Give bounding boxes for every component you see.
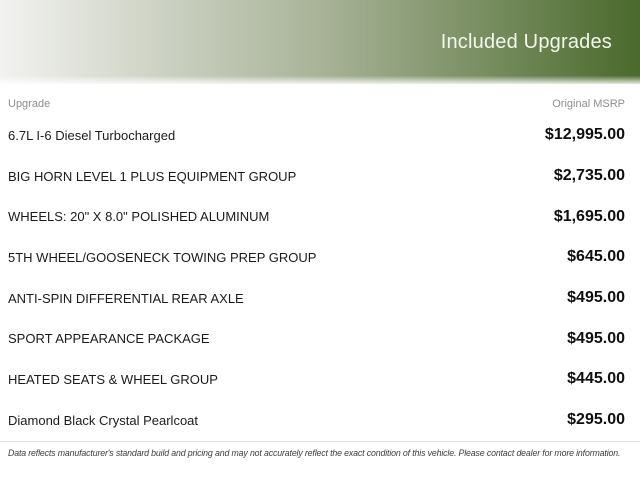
upgrades-table <box>0 84 640 441</box>
table-row <box>8 318 625 359</box>
table-row <box>8 196 625 237</box>
upgrade-name: SPORT APPEARANCE PACKAGE <box>8 331 210 347</box>
table-row <box>8 156 625 197</box>
upgrade-price: $1,695.00 <box>553 207 625 225</box>
page-title: Included Upgrades <box>440 30 612 53</box>
upgrade-name: WHEELS: 20" X 8.0" POLISHED ALUMINUM <box>8 209 270 225</box>
disclaimer-section <box>0 441 640 458</box>
upgrade-price: $495.00 <box>567 329 625 347</box>
upgrade-price: $445.00 <box>567 370 625 388</box>
table-row <box>8 237 625 278</box>
upgrade-name: HEATED SEATS & WHEEL GROUP <box>8 371 218 387</box>
upgrade-name: 5TH WHEEL/GOOSENECK TOWING PREP GROUP <box>8 249 317 265</box>
upgrade-name: BIG HORN LEVEL 1 PLUS EQUIPMENT GROUP <box>8 168 297 184</box>
table-header-row <box>8 84 625 115</box>
table-row <box>8 400 625 441</box>
table-row <box>8 359 625 400</box>
column-header-msrp: Original MSRP <box>552 98 625 110</box>
upgrade-name: 6.7L I-6 Diesel Turbocharged <box>8 127 176 143</box>
column-header-upgrade: Upgrade <box>8 98 51 110</box>
upgrade-price: $12,995.00 <box>544 126 625 144</box>
upgrade-price: $2,735.00 <box>553 167 625 185</box>
upgrade-price: $495.00 <box>567 289 625 307</box>
table-row <box>8 278 625 319</box>
upgrade-name: ANTI-SPIN DIFFERENTIAL REAR AXLE <box>8 290 244 306</box>
upgrade-price: $645.00 <box>567 248 625 266</box>
disclaimer-text: Data reflects manufacturer's standard build and pricing and may not accurately reflect the exact condition of this vehicle. Please contact dealer for more information. <box>8 447 621 458</box>
upgrade-name: Diamond Black Crystal Pearlcoat <box>8 412 199 428</box>
panel-header <box>0 0 640 84</box>
upgrade-price: $295.00 <box>567 411 625 429</box>
table-row <box>8 115 625 156</box>
